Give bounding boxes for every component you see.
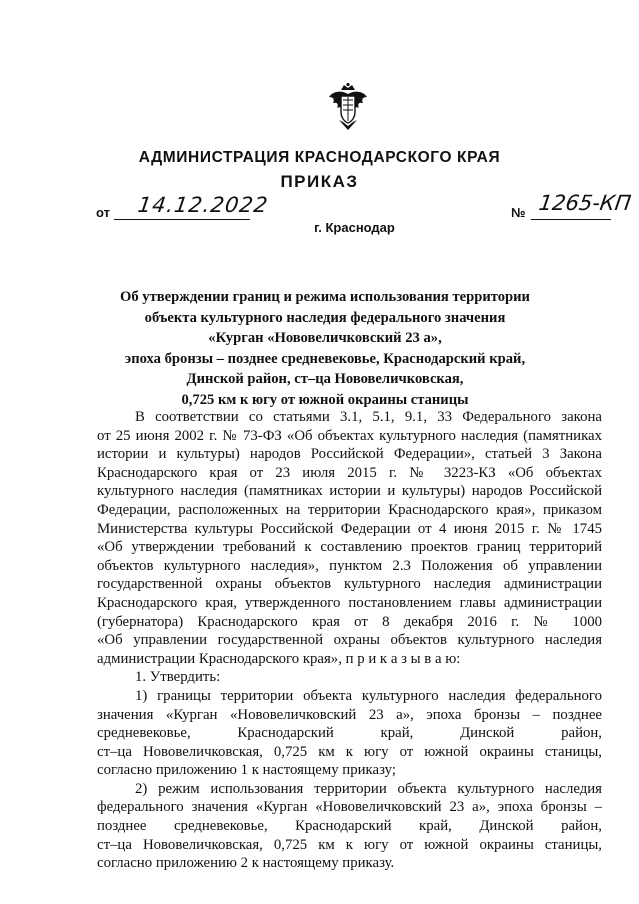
city-label: г. Краснодар [314,220,395,235]
body-line: значения «Курган «Нововеличковский 23 а», эпоха бронзы – позднее [97,706,602,723]
body-line: средневековье, Краснодарский край, Динской район, [97,725,602,742]
body-line: позднее средневековье, Краснодарский край, Динской район, [97,818,602,835]
title-line: объекта культурного наследия федерального значения [144,309,506,326]
body-line: ст–ца Нововеличковская, 0,725 км к югу от южной окраины станицы, [97,743,602,760]
body-line: «Об утверждении требований к составлению проектов границ территорий [97,539,602,556]
title-line: Динской район, ст–ца Нововеличковская, [186,371,464,387]
body-line: (губернатора) Краснодарского края от 8 декабря 2016 г. № 1000 [97,613,602,630]
coat-of-arms-icon [327,82,369,132]
document-body [97,408,602,873]
body-line: согласно приложению 1 к настоящему приказу; [97,762,396,779]
body-line: федерального значения «Курган «Нововеличковский 23 а», эпоха бронзы – [97,799,602,816]
title-line: Об утверждении границ и режима использования территории [120,289,530,305]
title-line: «Курган «Нововеличковский 23 а», [208,330,442,346]
body-line: ст–ца Нововеличковская, 0,725 км к югу от южной окраины станицы, [97,836,602,853]
body-line: 1. Утвердить: [135,669,221,686]
date-value: 14.12.2022 [136,193,270,217]
body-line: 2) режим использования территории объекта культурного наследия [135,780,602,797]
body-line: Краснодарского края, утвержденного постановлением главы администрации [97,594,602,611]
body-line: культурного наследия (памятниках истории и культуры) народов Российской [97,483,602,500]
title-line: эпоха бронзы – позднее средневековье, Краснодарский край, [124,350,526,367]
body-line: Федерации, расположенных на территории Краснодарского края», приказом [97,501,602,518]
body-line: согласно приложению 2 к настоящему приказу. [97,855,395,872]
document-type: ПРИКАЗ [280,172,359,191]
body-line: государственной охраны объектов культурного наследия администрации [97,576,602,593]
body-line: Краснодарского края от 23 июля 2015 г. № 3223-КЗ «Об объектах [97,464,602,481]
document-title [100,287,550,410]
body-line: объектов культурного наследия», пунктом 2.3 Положения об управлении [97,557,602,574]
title-line: 0,725 км к югу от южной окраины станицы [181,391,469,408]
number-value: 1265-КП [537,191,633,215]
body-line: «Об управлении государственной охраны объектов культурного наследия [97,632,602,649]
body-line: администрации Краснодарского края», п р и к а з ы в а ю: [97,650,461,667]
number-underline [531,219,611,220]
body-line: В соответствии со статьями 3.1, 5.1, 9.1, 33 Федерального закона [135,409,602,425]
body-line: 1) границы территории объекта культурного наследия федерального [135,687,602,704]
body-line: Министерства культуры Российской Федерации от 4 июня 2015 г. № 1745 [97,520,602,537]
body-line: истории и культуры) народов Российской Федерации», статьей 3 Закона [97,446,602,463]
body-line: от 25 июня 2002 г. № 73-ФЗ «Об объектах культурного наследия (памятниках [97,427,602,444]
number-label: № [511,205,526,220]
organization-name: АДМИНИСТРАЦИЯ КРАСНОДАРСКОГО КРАЯ [138,149,501,166]
date-label: от [96,205,110,220]
